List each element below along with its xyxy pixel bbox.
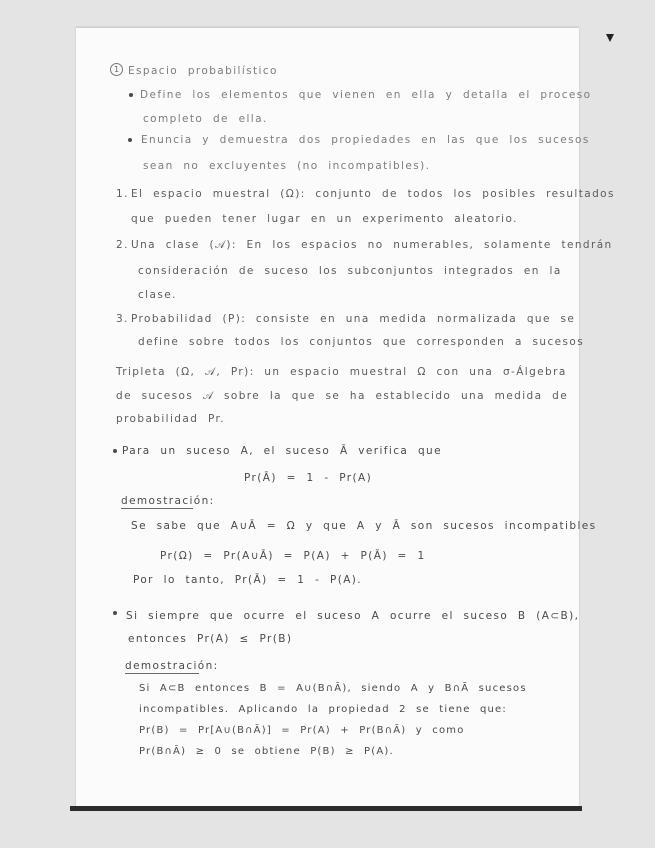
- demo-line: Pr(B∩Ā) ≥ 0 se obtiene P(B) ≥ P(A).: [139, 746, 394, 757]
- triplet-line: Tripleta (Ω, 𝒜, Pr): un espacio muestral Ω con una σ-Álgebra: [116, 366, 567, 378]
- bullet-line: sean no excluyentes (no incompatibles).: [143, 160, 431, 172]
- triplet-line: probabilidad Pr.: [116, 413, 226, 425]
- demo-line: incompatibles. Aplicando la propiedad 2 se tiene que:: [139, 704, 507, 715]
- numbered-item-line: define sobre todos los conjuntos que corresponden a sucesos: [138, 336, 585, 348]
- demo-line: Pr(B) = Pr[A∪(B∩Ā)] = Pr(A) + Pr(B∩Ā) y como: [139, 725, 465, 736]
- demo-label-underline: [125, 673, 199, 674]
- bullet-dot: [128, 138, 132, 142]
- numbered-item-line: Una clase (𝒜): En los espacios no numerables, solamente tendrán: [131, 239, 613, 251]
- demo-line: Por lo tanto, Pr(Ā) = 1 - P(A).: [133, 574, 363, 586]
- demo-label: demostración:: [125, 660, 219, 672]
- numbered-item-line: El espacio muestral (Ω): conjunto de todos los posibles resultados: [131, 188, 615, 200]
- property-bullet-dot: [113, 449, 117, 453]
- numbered-item-line: consideración de suceso los subconjuntos integrados en la: [138, 265, 562, 277]
- page-bottom-edge: [70, 806, 582, 811]
- property-bullet-dot: [113, 611, 117, 615]
- section-number-circle: 1: [110, 63, 123, 76]
- property-statement: Para un suceso A, el suceso Ā verifica que: [122, 445, 442, 457]
- numbered-item-number: 2.: [116, 239, 129, 251]
- property-statement: Si siempre que ocurre el suceso A ocurre el suceso B (A⊂B),: [126, 610, 580, 622]
- bullet-line: completo de ella.: [143, 113, 268, 125]
- triplet-line: de sucesos 𝒜 sobre la que se ha establecido una medida de: [116, 390, 569, 402]
- corner-mark: [606, 34, 614, 42]
- demo-line: Pr(Ω) = Pr(A∪Ā) = P(A) + P(Ā) = 1: [160, 550, 426, 562]
- numbered-item-number: 1.: [116, 188, 129, 200]
- bullet-line: Enuncia y demuestra dos propiedades en las que los sucesos: [141, 134, 590, 146]
- numbered-item-line: Probabilidad (P): consiste en una medida normalizada que se: [131, 313, 576, 325]
- demo-line: Se sabe que A∪Ā = Ω y que A y Ā son sucesos incompatibles: [131, 520, 597, 532]
- section-title: Espacio probabilístico: [128, 65, 278, 77]
- property-formula: Pr(Ā) = 1 - Pr(A): [244, 472, 373, 484]
- bullet-line: Define los elementos que vienen en ella y detalla el proceso: [140, 89, 592, 101]
- property-statement: entonces Pr(A) ≤ Pr(B): [128, 633, 293, 645]
- numbered-item-number: 3.: [116, 313, 129, 325]
- demo-label-underline: [121, 508, 193, 509]
- demo-label: demostración:: [121, 495, 215, 507]
- numbered-item-line: clase.: [138, 289, 177, 301]
- numbered-item-line: que pueden tener lugar en un experimento aleatorio.: [131, 213, 518, 225]
- bullet-dot: [129, 93, 133, 97]
- demo-line: Si A⊂B entonces B = A∪(B∩Ā), siendo A y B∩Ā sucesos: [139, 683, 527, 694]
